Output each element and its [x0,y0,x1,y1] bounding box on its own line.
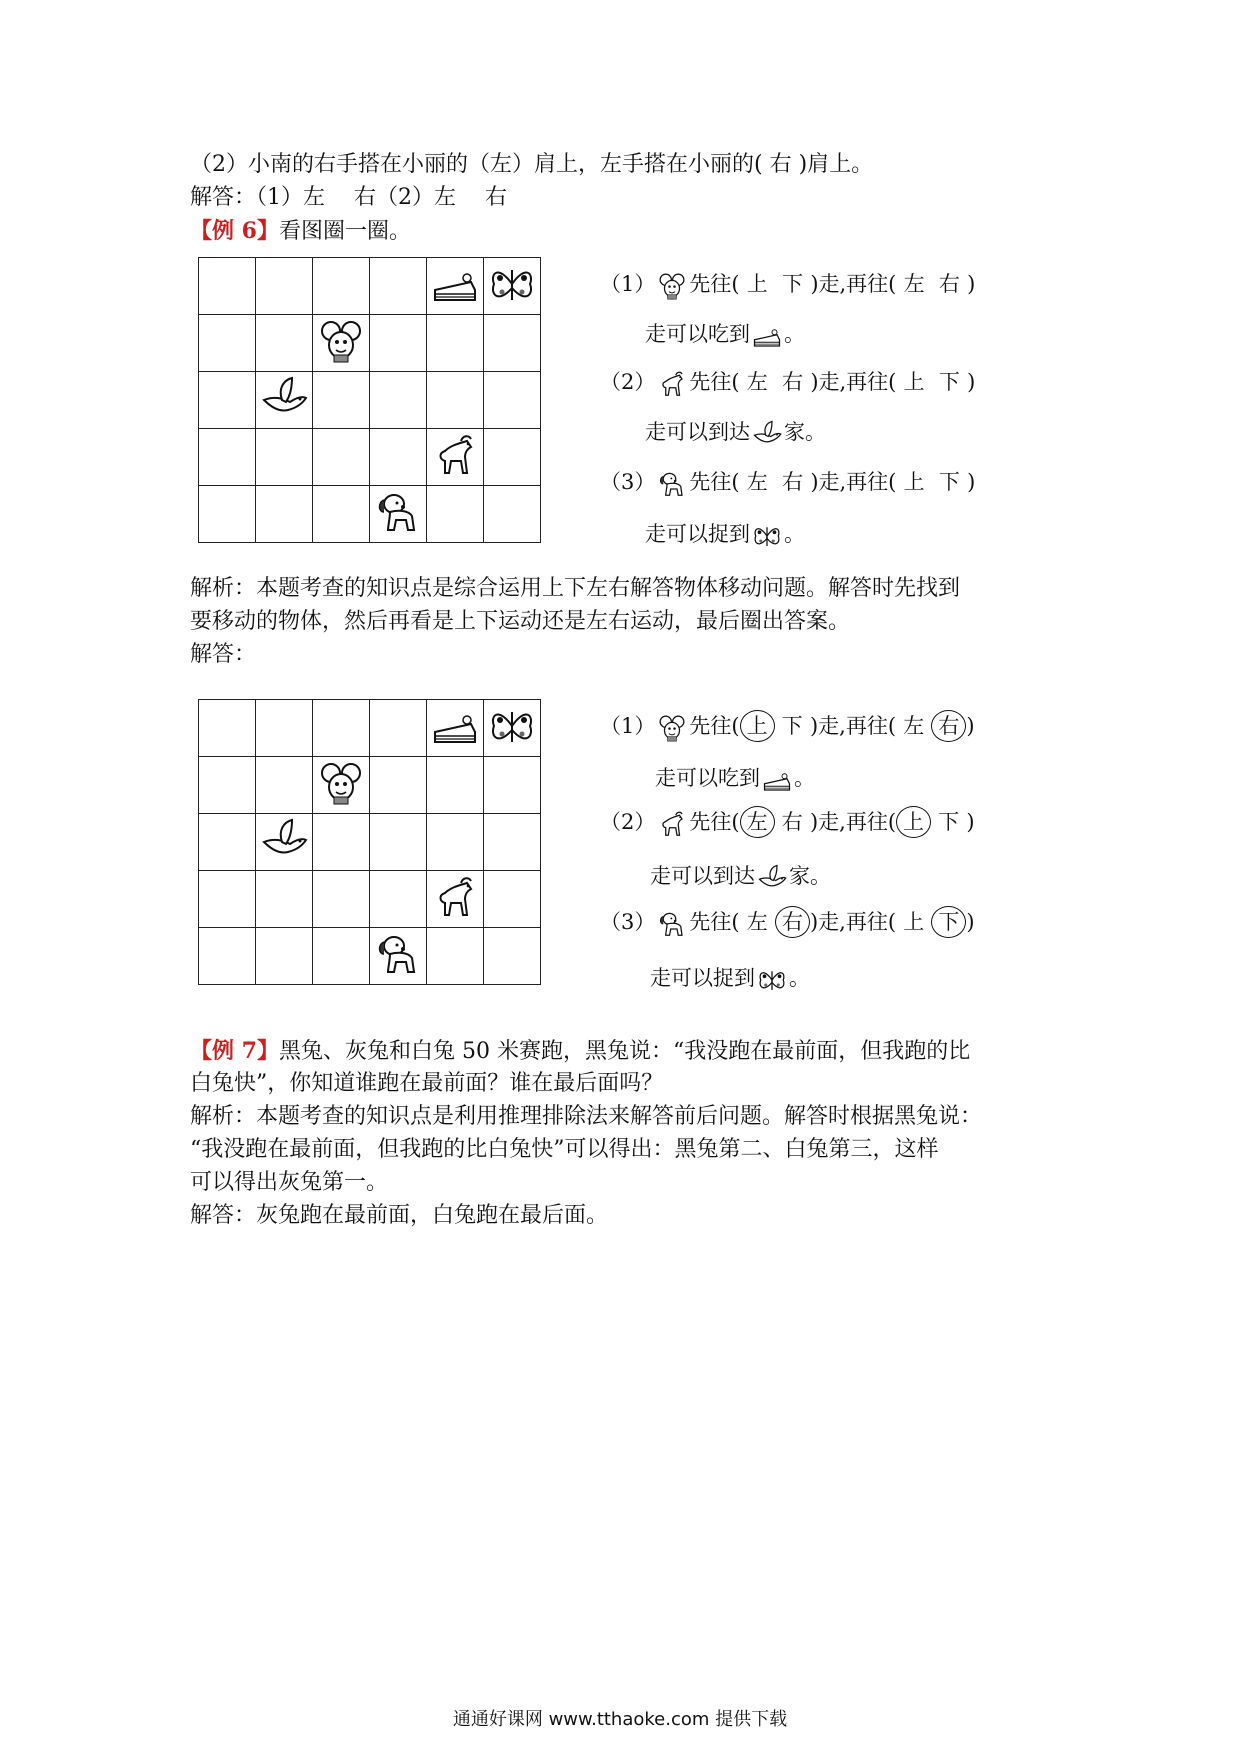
grid-cell [370,315,427,372]
grid-cell [256,315,313,372]
grid-cell [427,928,484,985]
grid-cell [313,486,370,543]
grid-cell [199,814,256,871]
grid-cell [370,928,427,985]
grid-cell [313,928,370,985]
grid-cell [370,814,427,871]
grid-cell [256,429,313,486]
grid-cell [427,486,484,543]
grid-cell [199,315,256,372]
example7-line1: 黑兔、灰兔和白兔 50 米赛跑，黑兔说：“我没跑在最前面，但我跑的比 [278,1039,971,1064]
a6-1-line2: 走可以吃到 。 [655,762,815,795]
grid-cell [370,700,427,757]
dog-icon [374,488,422,536]
grid-cell [199,757,256,814]
grid-cell [427,757,484,814]
grid-cell [313,315,370,372]
grid-cell [370,429,427,486]
grid-cell [313,700,370,757]
grid-cell [256,372,313,429]
grid-cell [370,757,427,814]
circled-answer: 右 [775,906,810,938]
grid-cell [370,871,427,928]
grid-cell [199,486,256,543]
grid-cell [256,757,313,814]
bird-icon [755,863,789,893]
grid-cell [370,258,427,315]
bird-icon [750,419,784,449]
grid-cell [427,372,484,429]
grid-cell [313,871,370,928]
a6-2-line2: 走可以到达 家。 [650,860,831,893]
circled-answer: 下 [931,906,966,938]
example6-analysis-1: 解析：本题考查的知识点是综合运用上下左右解答物体移动问题。解答时先找到 [190,576,961,601]
mouse-icon [317,317,365,365]
grid-cell [256,486,313,543]
example7-heading [190,1036,970,1067]
grid-cell [427,258,484,315]
grid-cell [370,372,427,429]
mouse-icon [655,713,689,743]
butterfly-icon [755,965,789,995]
grid-cell [199,928,256,985]
horse-icon [431,873,479,921]
q6-1-line1: （1） 先往( 上 下 )走,再往( 左 右 ) [600,268,975,301]
example7-line2: 白兔快”，你知道谁跑在最前面？谁在最后面吗？ [190,1071,664,1096]
grid-cell [427,814,484,871]
grid-cell [313,757,370,814]
bird-icon [260,374,308,422]
example7-analysis-3: 可以得出灰兔第一。 [190,1170,389,1195]
example6-heading [190,216,411,247]
grid-cell [313,429,370,486]
horse-icon [431,431,479,479]
a6-3-line1: （3） 先往( 左 右 )走,再往( 上 下 ) [600,906,975,939]
grid-cell [199,871,256,928]
grid-cell [484,258,541,315]
grid-cell [256,928,313,985]
butterfly-icon [750,521,784,551]
dog-icon [655,909,689,939]
q6-2-line2: 走可以到达 家。 [645,416,826,449]
butterfly-icon [488,702,536,750]
grid-cell [484,700,541,757]
grid-cell [199,700,256,757]
horse-icon [655,369,689,399]
grid-cell [484,372,541,429]
q6-2-line1: （2） 先往( 左 右 )走,再往( 上 下 ) [600,366,975,399]
grid-cell [199,372,256,429]
intro-answer: 解答：（1）左 右（2）左 右 [190,185,507,210]
grid-cell [370,486,427,543]
grid-cell [484,486,541,543]
circled-answer: 右 [931,710,966,742]
grid-cell [484,757,541,814]
q6-3-line2: 走可以捉到 。 [645,518,805,551]
q6-3-line1: （3） 先往( 左 右 )走,再往( 上 下 ) [600,466,975,499]
grid-cell [256,871,313,928]
grid-cell [427,700,484,757]
horse-icon [655,809,689,839]
example6-answer-label: 解答： [190,642,257,667]
grid-cell [199,258,256,315]
grid-cell [484,315,541,372]
grid-cell [256,700,313,757]
cake-icon [760,765,794,795]
grid-cell [256,814,313,871]
grid-example6-question [198,257,541,543]
a6-3-line2: 走可以捉到 。 [650,962,810,995]
grid-cell [256,258,313,315]
cake-icon [750,321,784,351]
dog-icon [655,469,689,499]
example7-answer: 解答：灰兔跑在最前面，白兔跑在最后面。 [190,1203,609,1228]
grid-cell [313,258,370,315]
grid-cell [313,372,370,429]
circled-answer: 上 [740,710,775,742]
dog-icon [374,930,422,978]
footer-text: 通通好课网 www.tthaoke.com 提供下载 [452,1709,788,1730]
grid-cell [199,429,256,486]
grid-cell [484,429,541,486]
example6-tag: 【例 6】 [190,218,279,244]
grid-cell [427,315,484,372]
grid-cell [484,814,541,871]
q2-text: （2）小南的右手搭在小丽的（左）肩上，左手搭在小丽的( 右 )肩上。 [190,152,874,177]
grid-example6-answer [198,699,541,985]
cake-icon [431,702,479,750]
q6-1-line2: 走可以吃到 。 [645,318,805,351]
grid-cell [484,928,541,985]
grid-cell [427,871,484,928]
cake-icon [431,260,479,308]
mouse-icon [655,271,689,301]
example6-analysis-2: 要移动的物体，然后再看是上下运动还是左右运动，最后圈出答案。 [190,609,851,634]
a6-2-line1: （2） 先往( 左 右 )走,再往( 上 下 ) [600,806,975,839]
bird-icon [260,816,308,864]
a6-1-line1: （1） 先往( 上 下 )走,再往( 左 右 ) [600,710,975,743]
grid-cell [484,871,541,928]
example6-title: 看图圈一圈。 [278,219,411,244]
grid-cell [313,814,370,871]
example7-tag: 【例 7】 [190,1038,279,1064]
circled-answer: 左 [740,806,775,838]
grid-cell [427,429,484,486]
butterfly-icon [488,260,536,308]
example7-analysis-1: 解析：本题考查的知识点是利用推理排除法来解答前后问题。解答时根据黑兔说： [190,1104,983,1129]
example7-analysis-2: “我没跑在最前面，但我跑的比白兔快”可以得出：黑兔第二、白兔第三，这样 [190,1137,939,1162]
circled-answer: 上 [896,806,931,838]
mouse-icon [317,759,365,807]
